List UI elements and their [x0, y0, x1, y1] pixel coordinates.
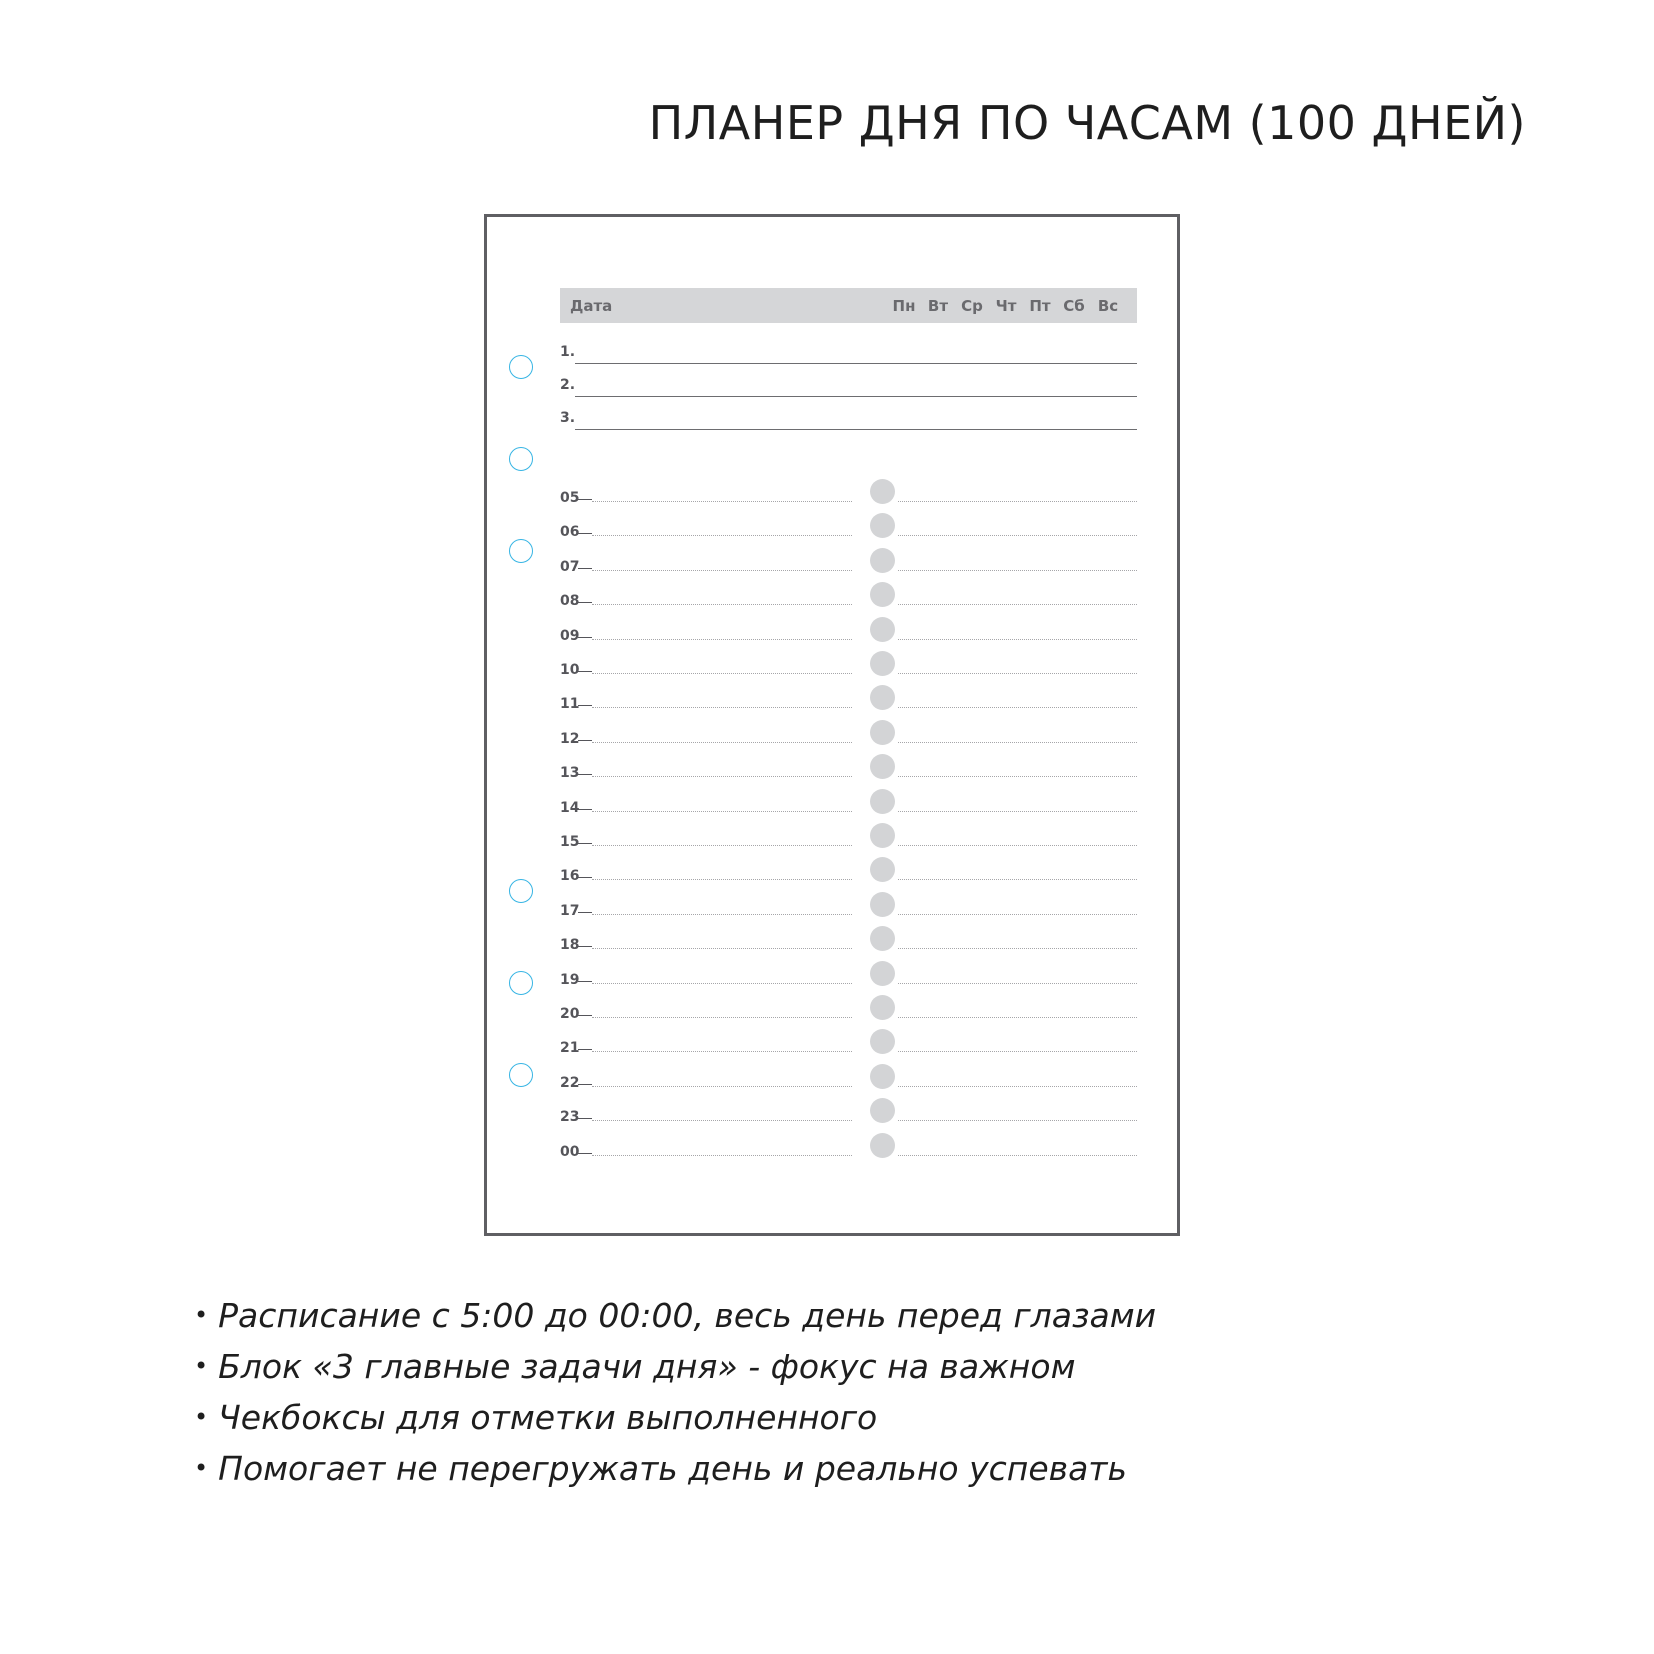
hour-row — [560, 857, 1137, 887]
hour-label: 08 — [560, 593, 580, 610]
checkbox-circle[interactable] — [870, 617, 895, 642]
hour-label: 07 — [560, 558, 580, 575]
hour-row — [560, 1133, 1137, 1163]
feature-text: Чекбоксы для отметки выполненного — [218, 1398, 878, 1437]
hour-task-line[interactable] — [898, 879, 1137, 880]
hour-row — [560, 479, 1137, 509]
checkbox-circle[interactable] — [870, 1029, 895, 1054]
hour-label: 17 — [560, 902, 580, 919]
hour-label: 05 — [560, 490, 580, 506]
hour-label: 11 — [560, 696, 580, 713]
weekday-label[interactable]: Вт — [927, 297, 949, 315]
hour-task-line[interactable] — [898, 1017, 1137, 1018]
task-number: 2. — [560, 377, 576, 393]
checkbox-circle[interactable] — [870, 513, 895, 538]
feature-list — [194, 1290, 1156, 1494]
hour-note-line[interactable] — [592, 535, 852, 536]
hour-label: 20 — [560, 1006, 580, 1022]
checkbox-circle[interactable] — [870, 685, 895, 710]
checkbox-circle[interactable] — [870, 582, 895, 607]
checkbox-circle[interactable] — [870, 892, 895, 917]
hour-tick — [578, 912, 592, 913]
hour-task-line[interactable] — [898, 707, 1137, 708]
checkbox-circle[interactable] — [870, 995, 895, 1020]
hour-tick — [578, 602, 592, 603]
checkbox-circle[interactable] — [870, 926, 895, 951]
task-write-line[interactable] — [575, 396, 1137, 397]
hour-tick — [578, 877, 592, 878]
punch-hole-icon — [509, 447, 533, 471]
hour-tick — [578, 1084, 592, 1085]
hour-tick — [578, 946, 592, 947]
hour-tick — [578, 533, 592, 534]
hour-task-line[interactable] — [898, 914, 1137, 915]
hour-note-line[interactable] — [592, 1155, 852, 1156]
hour-note-line[interactable] — [592, 570, 852, 571]
hour-note-line[interactable] — [592, 914, 852, 915]
task-number: 1. — [560, 344, 576, 360]
feature-item — [194, 1443, 1156, 1494]
hour-tick — [578, 774, 592, 775]
hour-row — [560, 548, 1137, 578]
checkbox-circle[interactable] — [870, 754, 895, 779]
punch-hole-icon — [509, 1063, 533, 1087]
hour-task-line[interactable] — [898, 845, 1137, 846]
hour-task-line[interactable] — [898, 948, 1137, 949]
hour-note-line[interactable] — [592, 639, 852, 640]
hour-tick — [578, 637, 592, 638]
hour-label: 09 — [560, 627, 580, 644]
hour-tick — [578, 1118, 592, 1119]
hour-tick — [578, 1015, 592, 1016]
hour-tick — [578, 671, 592, 672]
hour-label: 12 — [560, 730, 580, 747]
hour-row — [560, 685, 1137, 715]
hour-task-line[interactable] — [898, 639, 1137, 640]
punch-hole-icon — [509, 971, 533, 995]
hour-note-line[interactable] — [592, 983, 852, 984]
hour-task-line[interactable] — [898, 535, 1137, 536]
hour-note-line[interactable] — [592, 501, 852, 502]
hour-row — [560, 513, 1137, 543]
hour-row — [560, 582, 1137, 612]
hour-label: 14 — [560, 799, 580, 816]
punch-hole-icon — [509, 879, 533, 903]
hour-note-line[interactable] — [592, 948, 852, 949]
hour-label: 10 — [560, 662, 580, 678]
weekday-label[interactable]: Сб — [1063, 297, 1085, 315]
hour-tick — [578, 705, 592, 706]
hour-task-line[interactable] — [898, 983, 1137, 984]
bullet-icon: • — [194, 1301, 209, 1329]
weekday-label[interactable]: Вс — [1097, 297, 1119, 315]
checkbox-circle[interactable] — [870, 961, 895, 986]
planner-sheet — [484, 214, 1180, 1236]
task-row[interactable] — [560, 377, 1137, 397]
hour-task-line[interactable] — [898, 570, 1137, 571]
hour-tick — [578, 499, 592, 500]
feature-text: Блок «3 главные задачи дня» - фокус на важном — [218, 1347, 1076, 1386]
hour-label: 00 — [560, 1143, 580, 1160]
hour-label: 06 — [560, 524, 580, 541]
weekday-label[interactable]: Пн — [892, 297, 916, 315]
bullet-icon: • — [194, 1454, 209, 1482]
checkbox-circle[interactable] — [870, 1064, 895, 1089]
hour-row — [560, 1029, 1137, 1059]
hour-tick — [578, 740, 592, 741]
hour-tick — [578, 1049, 592, 1050]
hour-tick — [578, 568, 592, 569]
checkbox-circle[interactable] — [870, 823, 895, 848]
punch-hole-icon — [509, 539, 533, 563]
hour-note-line[interactable] — [592, 1051, 852, 1052]
weekday-selector — [887, 297, 1125, 315]
hour-label: 15 — [560, 834, 580, 850]
task-write-line[interactable] — [575, 363, 1137, 364]
hour-note-line[interactable] — [592, 1086, 852, 1087]
hour-row — [560, 789, 1137, 819]
hour-row — [560, 926, 1137, 956]
hour-note-line[interactable] — [592, 673, 852, 674]
feature-item — [194, 1290, 1156, 1341]
hour-tick — [578, 843, 592, 844]
checkbox-circle[interactable] — [870, 479, 895, 504]
hour-row — [560, 651, 1137, 681]
date-label: Дата — [570, 297, 613, 315]
checkbox-circle[interactable] — [870, 548, 895, 573]
hour-task-line[interactable] — [898, 501, 1137, 502]
hour-row — [560, 961, 1137, 991]
bullet-icon: • — [194, 1403, 209, 1431]
weekday-label[interactable]: Пт — [1029, 297, 1051, 315]
hour-task-line[interactable] — [898, 1120, 1137, 1121]
hour-label: 21 — [560, 1040, 580, 1057]
checkbox-circle[interactable] — [870, 1098, 895, 1123]
checkbox-circle[interactable] — [870, 1133, 895, 1158]
feature-item — [194, 1341, 1156, 1392]
hour-note-line[interactable] — [592, 604, 852, 605]
hour-label: 23 — [560, 1109, 580, 1126]
weekday-label[interactable]: Ср — [961, 297, 983, 315]
hour-label: 18 — [560, 937, 580, 954]
checkbox-circle[interactable] — [870, 857, 895, 882]
bullet-icon: • — [194, 1352, 209, 1380]
hour-task-line[interactable] — [898, 811, 1137, 812]
task-row[interactable] — [560, 410, 1137, 430]
task-row[interactable] — [560, 344, 1137, 364]
hour-note-line[interactable] — [592, 811, 852, 812]
task-write-line[interactable] — [575, 429, 1137, 430]
hour-note-line[interactable] — [592, 742, 852, 743]
hour-note-line[interactable] — [592, 1017, 852, 1018]
hour-tick — [578, 1153, 592, 1154]
punch-hole-icon — [509, 355, 533, 379]
hour-task-line[interactable] — [898, 1086, 1137, 1087]
date-header-bar — [560, 288, 1137, 323]
hour-label: 19 — [560, 971, 580, 988]
hour-row — [560, 754, 1137, 784]
hour-note-line[interactable] — [592, 879, 852, 880]
hour-task-line[interactable] — [898, 776, 1137, 777]
checkbox-circle[interactable] — [870, 651, 895, 676]
hour-note-line[interactable] — [592, 776, 852, 777]
hour-label: 22 — [560, 1074, 580, 1091]
hour-label: 16 — [560, 868, 580, 885]
hour-note-line[interactable] — [592, 707, 852, 708]
feature-text: Помогает не перегружать день и реально успевать — [218, 1449, 1127, 1488]
feature-item — [194, 1392, 1156, 1443]
hour-row — [560, 1098, 1137, 1128]
hour-task-line[interactable] — [898, 604, 1137, 605]
hour-row — [560, 720, 1137, 750]
hour-label: 13 — [560, 765, 580, 782]
hour-row — [560, 995, 1137, 1025]
checkbox-circle[interactable] — [870, 789, 895, 814]
feature-text: Расписание с 5:00 до 00:00, весь день перед глазами — [218, 1296, 1157, 1335]
hour-tick — [578, 809, 592, 810]
task-number: 3. — [560, 410, 576, 426]
weekday-label[interactable]: Чт — [995, 297, 1017, 315]
page-title: ПЛАНЕР ДНЯ ПО ЧАСАМ (100 ДНЕЙ) — [648, 96, 1526, 150]
hour-note-line[interactable] — [592, 1120, 852, 1121]
hour-note-line[interactable] — [592, 845, 852, 846]
hour-task-line[interactable] — [898, 1051, 1137, 1052]
hour-task-line[interactable] — [898, 1155, 1137, 1156]
hour-row — [560, 823, 1137, 853]
hour-row — [560, 1064, 1137, 1094]
hour-tick — [578, 981, 592, 982]
hour-task-line[interactable] — [898, 742, 1137, 743]
hour-row — [560, 617, 1137, 647]
hour-row — [560, 892, 1137, 922]
hour-task-line[interactable] — [898, 673, 1137, 674]
checkbox-circle[interactable] — [870, 720, 895, 745]
